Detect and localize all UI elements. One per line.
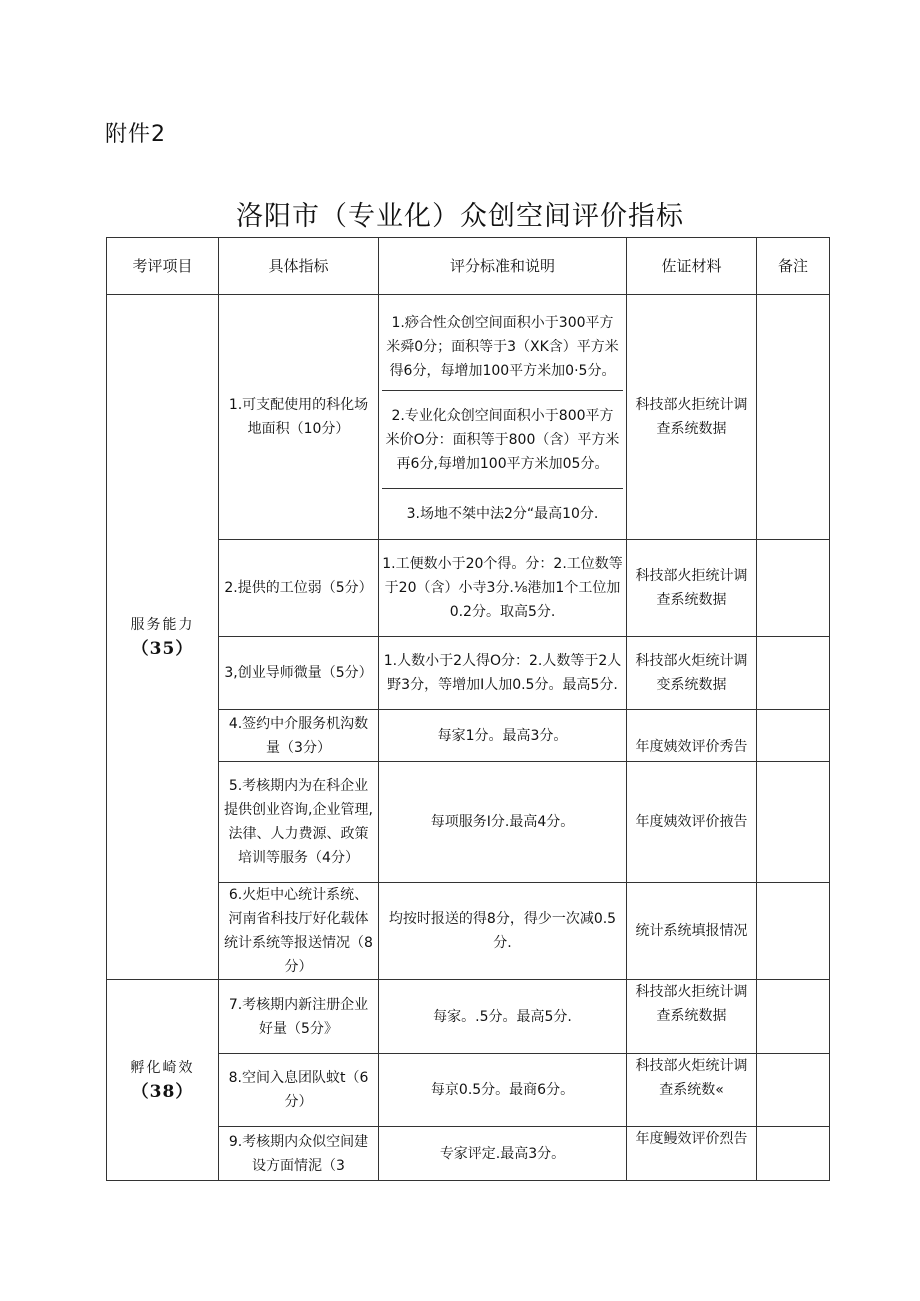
indicator-cell: 2.提供的工位弱（5分）: [219, 540, 379, 637]
evidence-cell: 统计系统填报情况: [627, 883, 757, 980]
criteria-item: [382, 295, 623, 391]
remark-cell: [757, 540, 830, 637]
criteria-cell: 均按时报送的得8分，得少一次减0.5分.: [379, 883, 627, 980]
criteria-cell: 专家评定.最高3分。: [379, 1127, 627, 1181]
criteria-cell: 1.人数小于2人得O分：2.人数等于2人野3分，等增加I人加0.5分。最高5分.: [379, 637, 627, 710]
table-row: [107, 980, 830, 1054]
column-header: 佐证材料: [627, 238, 757, 295]
evidence-cell: 科技部火拒统计调查系统数据: [627, 295, 757, 540]
criteria-cell: 每项服务I分.最高4分。: [379, 762, 627, 883]
indicator-cell: 8.空间入息团队蚊t（6分）: [219, 1054, 379, 1127]
category-score: （35）: [131, 639, 194, 659]
indicator-cell: 6.火炬中心统计系统、河南省科技厅好化载体统计系统等报送情况（8分）: [219, 883, 379, 980]
evidence-cell: 科技部火拒统计调查系统数据: [627, 980, 757, 1054]
category-cell: [107, 295, 219, 980]
indicator-cell: 5.考核期内为在科企业提供创业咨询,企业管理,法律、人力费源、政策培训等服务（4分）: [219, 762, 379, 883]
remark-cell: [757, 1127, 830, 1181]
category-cell: [107, 980, 219, 1181]
criteria-item: [382, 489, 623, 539]
table-row: [107, 295, 830, 540]
remark-cell: [757, 980, 830, 1054]
indicator-cell: 4.签约中介服务机沟数量（3分）: [219, 710, 379, 762]
remark-cell: [757, 762, 830, 883]
evidence-cell: 年度鳗效评价烈告: [627, 1127, 757, 1181]
evidence-cell: 科技部火炬统计调查系统数«: [627, 1054, 757, 1127]
evidence-cell: 科技部火拒统计调查系统数据: [627, 540, 757, 637]
category-score: （38）: [131, 1082, 194, 1102]
category-name: 孵化崎效: [130, 1060, 195, 1076]
criteria-item: [382, 391, 623, 489]
criteria-cell: 1.工便数小于20个得。分：2.工位数等于20（含）小寺3分.⅛港加1个工位加0.2分。取高5分.: [379, 540, 627, 637]
evaluation-table: [106, 237, 830, 1181]
remark-cell: [757, 1054, 830, 1127]
evidence-cell: 年度姨效评价秀告: [627, 710, 757, 762]
column-header: 考评项目: [107, 238, 219, 295]
attachment-label: 附件2: [105, 122, 166, 147]
criteria-text: 2.专业化众创空间面积小于800平方米价O分：面积等于800（含）平方米再6分,每增加100平方米加05分。: [385, 407, 620, 472]
remark-cell: [757, 295, 830, 540]
criteria-cell: 每家。.5分。最高5分.: [379, 980, 627, 1054]
indicator-cell: 7.考核期内新注册企业好量（5分》: [219, 980, 379, 1054]
criteria-text: 1.痧合性众创空间面积小于300平方米舜0分；面积等于3（XK含）平方米得6分，每增加100平方米加0·5分。: [386, 314, 619, 379]
indicator-cell: 1.可支配使用的科化场地面积（10分）: [219, 295, 379, 540]
indicator-cell: 3,创业导师微量（5分）: [219, 637, 379, 710]
document-title: 洛阳市（专业化）众创空间评价指标: [236, 201, 684, 232]
criteria-text: 3.场地不桀中法2分“最高10分.: [406, 506, 599, 522]
criteria-cell: 每京0.5分。最商6分。: [379, 1054, 627, 1127]
remark-cell: [757, 883, 830, 980]
remark-cell: [757, 637, 830, 710]
indicator-cell: 9.考核期内众似空间建设方面情泥（3: [219, 1127, 379, 1181]
criteria-cell: [379, 295, 627, 540]
column-header: 具体指标: [219, 238, 379, 295]
criteria-cell: 每家1分。最高3分。: [379, 710, 627, 762]
table-header-row: [107, 238, 830, 295]
remark-cell: [757, 710, 830, 762]
category-name: 服务能力: [130, 617, 195, 633]
evidence-cell: 科技部火炬统计调变系统数据: [627, 637, 757, 710]
column-header: 评分标准和说明: [379, 238, 627, 295]
column-header: 备注: [757, 238, 830, 295]
evidence-cell: 年度姨效评价掖告: [627, 762, 757, 883]
